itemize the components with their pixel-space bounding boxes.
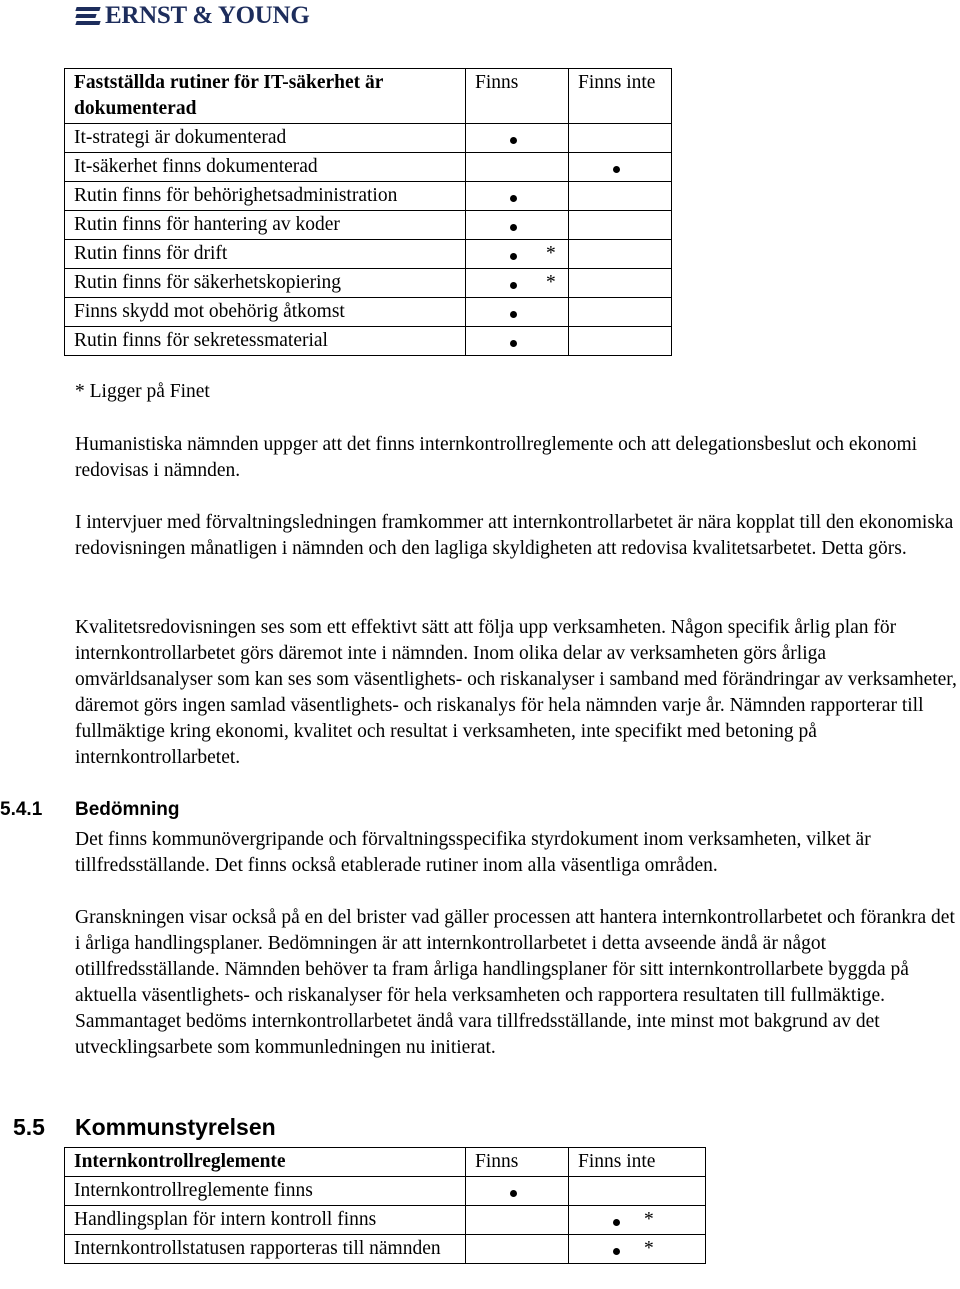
footnote-marker: * — [644, 1209, 654, 1230]
finns-cell — [466, 1206, 569, 1235]
finns-inte-cell — [569, 1206, 706, 1235]
bullet-icon — [510, 224, 517, 231]
paragraph: Humanistiska nämnden uppger att det finns internkontrollreglemente och att delegationsbeslut och ekonomi redovisas i nämnden. — [75, 434, 918, 481]
bullet-icon — [613, 166, 620, 173]
footnote-marker: * — [546, 243, 556, 264]
table-header-row — [65, 1148, 706, 1177]
paragraph: I intervjuer med förvaltningsledningen framkommer att internkontrollarbetet är nära kopplat till den ekonomiska redovisningen månatligen i nämnden och den lagliga skyldigheten att redovisa kvalitetsarbetet. Detta görs. — [75, 512, 954, 559]
bullet-icon — [510, 253, 517, 260]
logo-mark-icon — [76, 7, 100, 25]
row-label: Rutin finns för hantering av koder — [65, 211, 466, 240]
table-row — [65, 327, 672, 356]
table-header-finns-inte: Finns inte — [569, 69, 672, 124]
bullet-icon — [510, 340, 517, 347]
section-heading: Bedömning — [75, 799, 180, 820]
table-row — [65, 1235, 706, 1264]
finns-cell — [466, 211, 569, 240]
section-number: 5.4.1 — [0, 799, 43, 820]
finns-inte-cell — [569, 1177, 706, 1206]
company-logo — [76, 3, 309, 29]
finns-cell — [466, 1177, 569, 1206]
bullet-icon — [613, 1248, 620, 1255]
row-label: Rutin finns för säkerhetskopiering — [65, 269, 466, 298]
row-label: Finns skydd mot obehörig åtkomst — [65, 298, 466, 327]
finns-cell — [466, 1235, 569, 1264]
finns-inte-cell — [569, 298, 672, 327]
row-label: Rutin finns för behörighetsadministration — [65, 182, 466, 211]
table-row — [65, 1206, 706, 1235]
row-label: Internkontrollstatusen rapporteras till nämnden — [65, 1235, 466, 1264]
table-row — [65, 124, 672, 153]
table-header-finns: Finns — [466, 69, 569, 124]
table-header-row — [65, 69, 672, 124]
finns-inte-cell — [569, 124, 672, 153]
row-label: It-strategi är dokumenterad — [65, 124, 466, 153]
row-label: Handlingsplan för intern kontroll finns — [65, 1206, 466, 1235]
finns-inte-cell — [569, 211, 672, 240]
bullet-icon — [510, 1190, 517, 1197]
footnote: * Ligger på Finet — [75, 381, 210, 402]
finns-inte-cell — [569, 327, 672, 356]
section-heading: Kommunstyrelsen — [75, 1114, 276, 1140]
table-row — [65, 211, 672, 240]
table-header-label: Fastställda rutiner för IT-säkerhet är dokumenterad — [65, 69, 466, 124]
finns-inte-cell — [569, 1235, 706, 1264]
bullet-icon — [510, 282, 517, 289]
paragraph: Kvalitetsredovisningen ses som ett effektivt sätt att följa upp verksamheten. Någon specifik årlig plan för internkontrollarbetet görs däremot inte i nämnden. Inom olika delar av verksamheten görs årliga omvärldsanalyser som kan ses som väsentlighets- och riskanalyser i samband med förändringar av verksamheter, däremot görs ingen samlad väsentlighets- och riskanalys för hela nämnden varje år. Nämnden rapporterar till fullmäktige kring ekonomi, kvalitet och resultat i verksamheten, inte specifikt med betoning på internkontrollarbetet. — [75, 617, 957, 768]
row-label: Rutin finns för sekretessmaterial — [65, 327, 466, 356]
row-label: Rutin finns för drift — [65, 240, 466, 269]
logo-text: ERNST & YOUNG — [105, 2, 310, 29]
table-row — [65, 182, 672, 211]
finns-cell — [466, 327, 569, 356]
it-security-routines-table — [64, 68, 672, 356]
paragraph: Det finns kommunövergripande och förvaltningsspecifika styrdokument inom verksamheten, vilket är tillfredsställande. Det finns också etablerade rutiner inom alla väsentliga områden. — [75, 829, 871, 876]
finns-cell — [466, 182, 569, 211]
row-label: Internkontrollreglemente finns — [65, 1177, 466, 1206]
table-row — [65, 153, 672, 182]
paragraph: Granskningen visar också på en del brister vad gäller processen att hantera internkontrollarbetet och förankra det i årliga handlingsplaner. Bedömningen är att internkontrollarbetet i detta avseende ändå är något otillfredsställande. Nämnden behöver ta fram årliga handlingsplaner för sitt internkontrollarbete byggda på aktuella väsentlighets- och riskanalyser för hela verksamheten och rapportera resultaten till fullmäktige. Sammantaget bedöms internkontrollarbetet ändå vara tillfredsställande, inte minst mot bakgrund av det utvecklingsarbete som kommunledningen nu initierat. — [75, 907, 955, 1058]
section-number: 5.5 — [13, 1114, 45, 1140]
bullet-icon — [510, 195, 517, 202]
finns-inte-cell — [569, 153, 672, 182]
finns-cell — [466, 298, 569, 327]
finns-cell — [466, 124, 569, 153]
footnote-marker: * — [546, 272, 556, 293]
table-row — [65, 1177, 706, 1206]
table-row — [65, 269, 672, 298]
finns-inte-cell — [546, 269, 672, 298]
table-header-label: Internkontrollreglemente — [65, 1148, 466, 1177]
table-row — [65, 298, 672, 327]
row-label: It-säkerhet finns dokumenterad — [65, 153, 466, 182]
bullet-icon — [510, 311, 517, 318]
footnote-marker: * — [644, 1238, 654, 1259]
table-header-finns-inte: Finns inte — [569, 1148, 706, 1177]
internal-control-table — [64, 1147, 706, 1264]
table-header-finns: Finns — [466, 1148, 569, 1177]
table-row — [65, 240, 672, 269]
finns-inte-cell — [546, 240, 672, 269]
finns-inte-cell — [569, 182, 672, 211]
bullet-icon — [510, 137, 517, 144]
finns-cell — [466, 153, 569, 182]
bullet-icon — [613, 1219, 620, 1226]
